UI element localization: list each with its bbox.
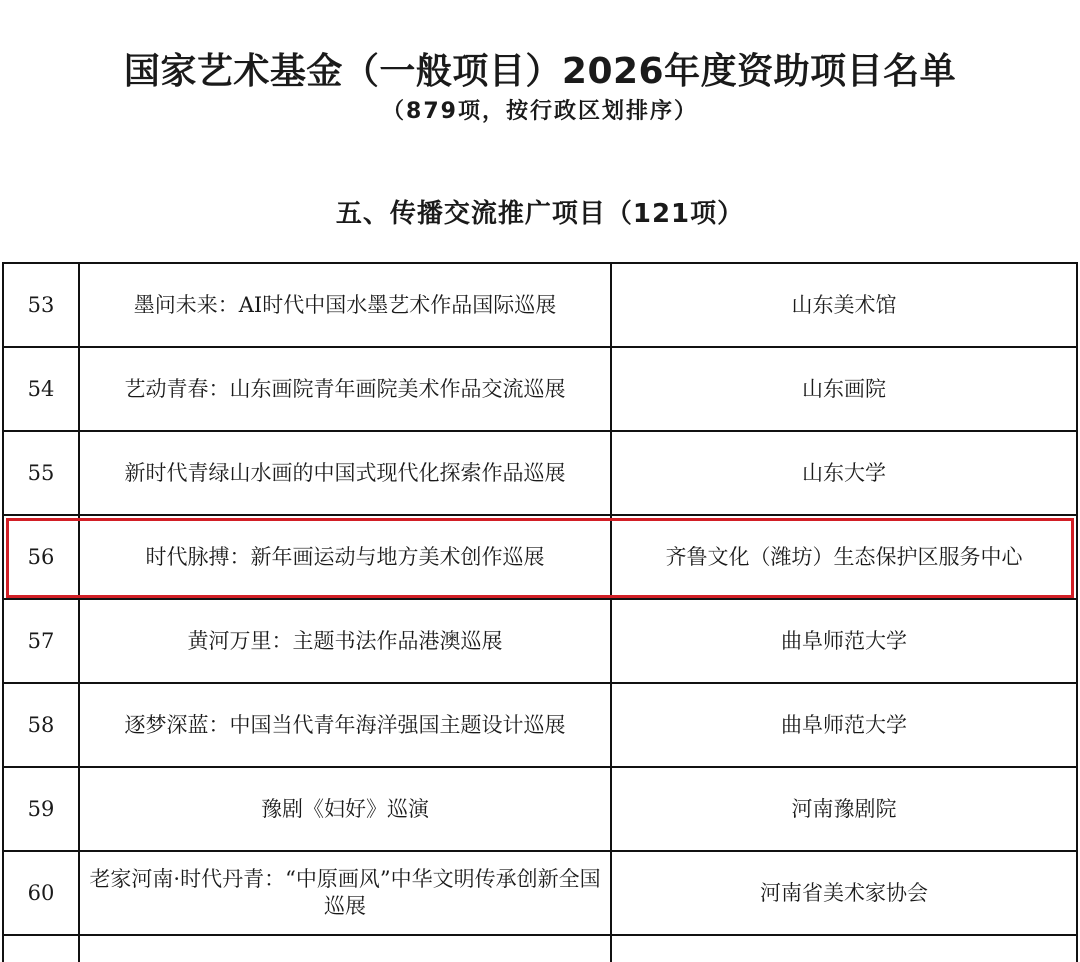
- row-number: 57: [3, 599, 79, 683]
- table-row: [3, 263, 1077, 347]
- table-row: [3, 347, 1077, 431]
- project-name-text: 逐梦深蓝：中国当代青年海洋强国主题设计巡展: [124, 712, 566, 737]
- table-row: [3, 767, 1077, 851]
- project-name: [79, 431, 611, 515]
- section-title: 五、传播交流推广项目（121项）: [335, 199, 745, 229]
- page-subtitle: （879项，按行政区划排序）: [382, 99, 698, 124]
- project-name-text: 黄河万里：主题书法作品港澳巡展: [187, 628, 503, 653]
- project-name: [79, 515, 611, 599]
- row-number: 56: [3, 515, 79, 599]
- applicant-org: 河南豫剧院: [611, 767, 1077, 851]
- project-name: [79, 683, 611, 767]
- project-name: [79, 767, 611, 851]
- row-number: 60: [3, 851, 79, 935]
- row-number: 53: [3, 263, 79, 347]
- applicant-org: 曲阜师范大学: [611, 683, 1077, 767]
- applicant-org: 山东画院: [611, 347, 1077, 431]
- project-name-text: 老家河南·时代丹青：“中原画风”中华文明传承创新全国巡展: [89, 867, 601, 918]
- project-name: [79, 263, 611, 347]
- project-name-text: 豫剧《妇好》巡演: [261, 796, 429, 821]
- table-row-highlighted: [3, 515, 1077, 599]
- project-name-text: 艺动青春：山东画院青年画院美术作品交流巡展: [124, 376, 566, 401]
- project-table: [2, 262, 1078, 962]
- project-name-text: 墨问未来：AI时代中国水墨艺术作品国际巡展: [133, 292, 557, 317]
- table-row: [3, 599, 1077, 683]
- row-number: 58: [3, 683, 79, 767]
- applicant-org: 山东大学: [611, 431, 1077, 515]
- applicant-org: 齐鲁文化（潍坊）生态保护区服务中心: [611, 515, 1077, 599]
- project-name-text: 时代脉搏：新年画运动与地方美术创作巡展: [145, 544, 545, 569]
- applicant-org: 山东美术馆: [611, 263, 1077, 347]
- applicant-org: 曲阜师范大学: [611, 599, 1077, 683]
- project-name: [79, 347, 611, 431]
- row-number: 55: [3, 431, 79, 515]
- project-name-text: 新时代青绿山水画的中国式现代化探索作品巡展: [124, 460, 566, 485]
- table-row: [3, 851, 1077, 935]
- project-name: [79, 851, 611, 935]
- project-table-container: [0, 262, 1080, 962]
- page-title: 国家艺术基金（一般项目）2026年度资助项目名单: [123, 51, 957, 92]
- table-row: [3, 431, 1077, 515]
- applicant-org: 河南省美术家协会: [611, 851, 1077, 935]
- row-number: 59: [3, 767, 79, 851]
- row-number: 54: [3, 347, 79, 431]
- project-name: [79, 599, 611, 683]
- table-row: [3, 683, 1077, 767]
